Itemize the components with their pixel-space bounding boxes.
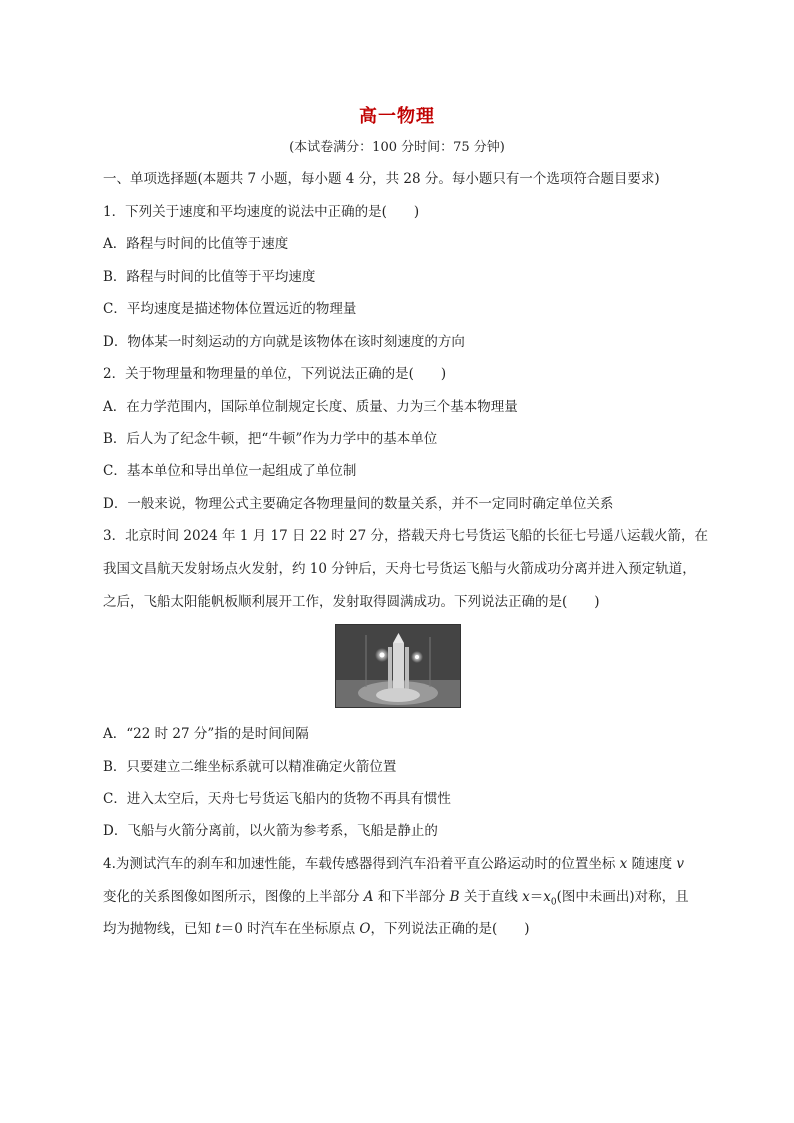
question-2-option-a: A．在力学范围内，国际单位制规定长度、质量、力为三个基本物理量 (103, 399, 518, 415)
rocket-launch-photo (335, 624, 461, 708)
page-title: 高一物理 (359, 106, 435, 127)
question-3-option-d: D．飞船与火箭分离前，以火箭为参考系，飞船是静止的 (103, 823, 438, 839)
question-1-option-a: A．路程与时间的比值等于速度 (103, 236, 289, 252)
question-2-option-b: B．后人为了纪念牛顿，把“牛顿”作为力学中的基本单位 (103, 431, 438, 447)
question-4-stem-line3: 均为抛物线，已知 t＝0 时汽车在坐标原点 O，下列说法正确的是( ) (103, 921, 530, 937)
question-1-option-c: C．平均速度是描述物体位置远近的物理量 (103, 301, 357, 317)
question-3-option-b: B．只要建立二维坐标系就可以精准确定火箭位置 (103, 759, 397, 775)
question-2-option-c: C．基本单位和导出单位一起组成了单位制 (103, 463, 357, 479)
question-2-stem: 2．关于物理量和物理量的单位，下列说法正确的是( ) (103, 366, 447, 382)
question-3-stem-line2: 我国文昌航天发射场点火发射，约 10 分钟后，天舟七号货运飞船与火箭成功分离并进入预定轨道， (103, 561, 696, 577)
question-4-stem-line1: 4.为测试汽车的刹车和加速性能，车载传感器得到汽车沿着平直公路运动时的位置坐标 x 随速度 v (103, 856, 685, 872)
question-2-option-d: D．一般来说，物理公式主要确定各物理量间的数量关系，并不一定同时确定单位关系 (103, 496, 614, 512)
question-1-option-b: B．路程与时间的比值等于平均速度 (103, 269, 316, 285)
question-3-option-c: C．进入太空后，天舟七号货运飞船内的货物不再具有惯性 (103, 791, 451, 807)
question-3-option-a: A．“22 时 27 分”指的是时间间隔 (103, 726, 309, 742)
question-4-stem-line2: 变化的关系图像如图所示，图像的上半部分 A 和下半部分 B 关于直线 $x=x_0$(图中未画出)对称，且 (103, 889, 689, 908)
question-3-stem-line3: 之后，飞船太阳能帆板顺利展开工作，发射取得圆满成功。下列说法正确的是( ) (103, 594, 600, 610)
section-heading: 一、单项选择题(本题共 7 小题，每小题 4 分，共 28 分。每小题只有一个选项符合题目要求) (103, 171, 660, 187)
exam-info: (本试卷满分：100 分时间：75 分钟) (289, 140, 505, 155)
question-1-stem: 1．下列关于速度和平均速度的说法中正确的是( ) (103, 204, 420, 220)
question-3-stem-line1: 3．北京时间 2024 年 1 月 17 日 22 时 27 分，搭载天舟七号货运飞船的长征七号遥八运载火箭，在 (103, 528, 708, 544)
question-1-option-d: D．物体某一时刻运动的方向就是该物体在该时刻速度的方向 (103, 334, 465, 350)
